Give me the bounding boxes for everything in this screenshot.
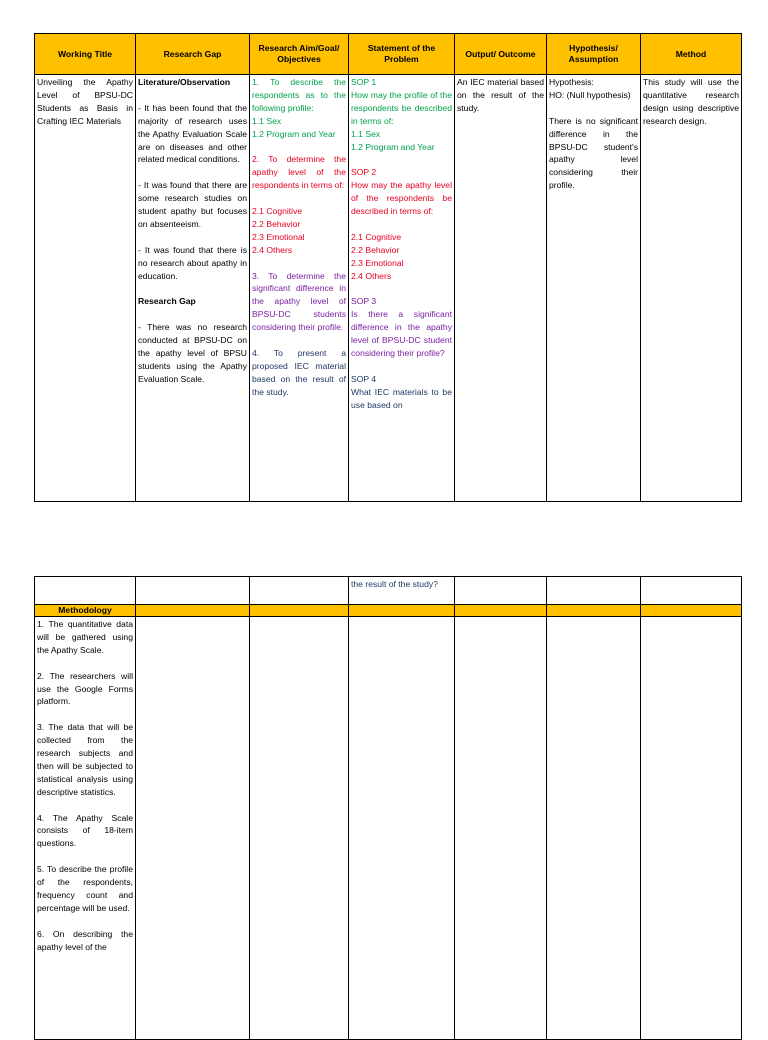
methodology-step-2: 2. The researchers will use the Google Forms platform.: [37, 670, 133, 707]
sop-2-heading: SOP 2: [351, 167, 377, 178]
header-hypothesis: Hypothesis/ Assumption: [547, 34, 641, 75]
sop-continuation: [349, 577, 455, 605]
objective-2a: 2.1 Cognitive: [252, 206, 303, 217]
sop-1: How may the profile of the respondents be described in terms of:: [351, 89, 452, 126]
methodology-label: Methodology: [35, 605, 136, 617]
working-title: Unveiling the Apathy Level of BPSU-DC Students as Basis in Crafting IEC Materials: [37, 77, 133, 126]
research-gap-heading: Research Gap: [138, 296, 196, 307]
working-title-cell: [35, 75, 136, 502]
methodology-cell: [35, 617, 136, 1040]
continuation-row: [35, 577, 742, 605]
objective-2d: 2.4 Others: [252, 244, 293, 255]
methodology-table: [34, 576, 742, 1040]
hypothesis-text: There is no significant difference in the BPSU-DC student's apathy level considering their profile.: [549, 115, 638, 191]
methodology-step-5: 5. To describe the profile of the respondents, frequency count and percentage will be used.: [37, 864, 133, 913]
methodology-header-row: [35, 605, 742, 617]
objective-1b: 1.2 Program and Year: [252, 128, 336, 139]
method-text: This study will use the quantitative research design using descriptive research design.: [643, 77, 739, 126]
output-cell: [455, 75, 547, 502]
header-research-gap: Research Gap: [136, 34, 250, 75]
sop-cell: [349, 75, 455, 502]
objectives-cell: [250, 75, 349, 502]
objective-3: 3. To determine the significant difference in the apathy level of BPSU-DC students considering their profile.: [252, 270, 346, 333]
objective-2b: 2.2 Behavior: [252, 218, 301, 229]
objective-1a: 1.1 Sex: [252, 115, 282, 126]
sop-2: How may the apathy level of the respondents be described in terms of:: [351, 180, 452, 217]
content-row: [35, 75, 742, 502]
sop-4: What IEC materials to be use based on: [351, 386, 452, 410]
header-method: Method: [641, 34, 742, 75]
objective-2c: 2.3 Emotional: [252, 231, 305, 242]
objective-1: 1. To describe the respondents as to the following profile:: [252, 77, 346, 113]
method-cell: [641, 75, 742, 502]
sop-2d: 2.4 Others: [351, 270, 392, 281]
header-row: [35, 34, 742, 75]
sop-1-heading: SOP 1: [351, 77, 377, 87]
header-sop: Statement of the Problem: [349, 34, 455, 75]
sop-1b: 1.2 Program and Year: [351, 141, 435, 152]
methodology-step-4: 4. The Apathy Scale consists of 18-item questions.: [37, 812, 133, 849]
gap-text-4: - There was no research conducted at BPSU-DC on the apathy level of BPSU students using the Apathy Evaluation Scale.: [138, 322, 247, 384]
research-matrix-table: [34, 33, 742, 502]
gap-text-3: - It was found that there is no research about apathy in education.: [138, 244, 247, 281]
research-gap-cell: [136, 75, 250, 502]
gap-text-2: - It was found that there are some research studies on student apathy but focuses on absenteeism.: [138, 180, 247, 229]
output-text: An IEC material based on the result of the study.: [457, 77, 544, 113]
sop-2a: 2.1 Cognitive: [351, 231, 402, 242]
methodology-step-1: 1. The quantitative data will be gathered using the Apathy Scale.: [37, 619, 133, 655]
null-hypothesis-label: HO: (Null hypothesis): [549, 89, 631, 100]
methodology-step-3: 3. The data that will be collected from the research subjects and then will be subjected to statistical analysis using descriptive statistics.: [37, 722, 133, 797]
sop-1a: 1.1 Sex: [351, 128, 381, 139]
sop-2c: 2.3 Emotional: [351, 257, 404, 268]
methodology-body-row: [35, 617, 742, 1040]
header-objectives: Research Aim/Goal/ Objectives: [250, 34, 349, 75]
sop-3: Is there a significant difference in the apathy level of BPSU-DC student considering their profile?: [351, 309, 452, 358]
gap-text-1: - It has been found that the majority of research uses the Apathy Evaluation Scale are on diseases and other related medical conditions.: [138, 102, 247, 165]
methodology-step-6: 6. On describing the apathy level of the: [37, 928, 133, 952]
header-working-title: Working Title: [35, 34, 136, 75]
objective-4: 4. To present a proposed IEC material based on the result of the study.: [252, 347, 346, 397]
hypothesis-label: Hypothesis:: [549, 77, 594, 87]
sop-4-heading: SOP 4: [351, 373, 377, 384]
sop-3-heading: SOP 3: [351, 296, 377, 307]
sop-2b: 2.2 Behavior: [351, 244, 400, 255]
literature-heading: Literature/Observation: [138, 77, 231, 87]
hypothesis-cell: [547, 75, 641, 502]
sop-4-continuation: the result of the study?: [351, 579, 438, 589]
objective-2: 2. To determine the apathy level of the respondents in terms of:: [252, 154, 346, 191]
header-output: Output/ Outcome: [455, 34, 547, 75]
